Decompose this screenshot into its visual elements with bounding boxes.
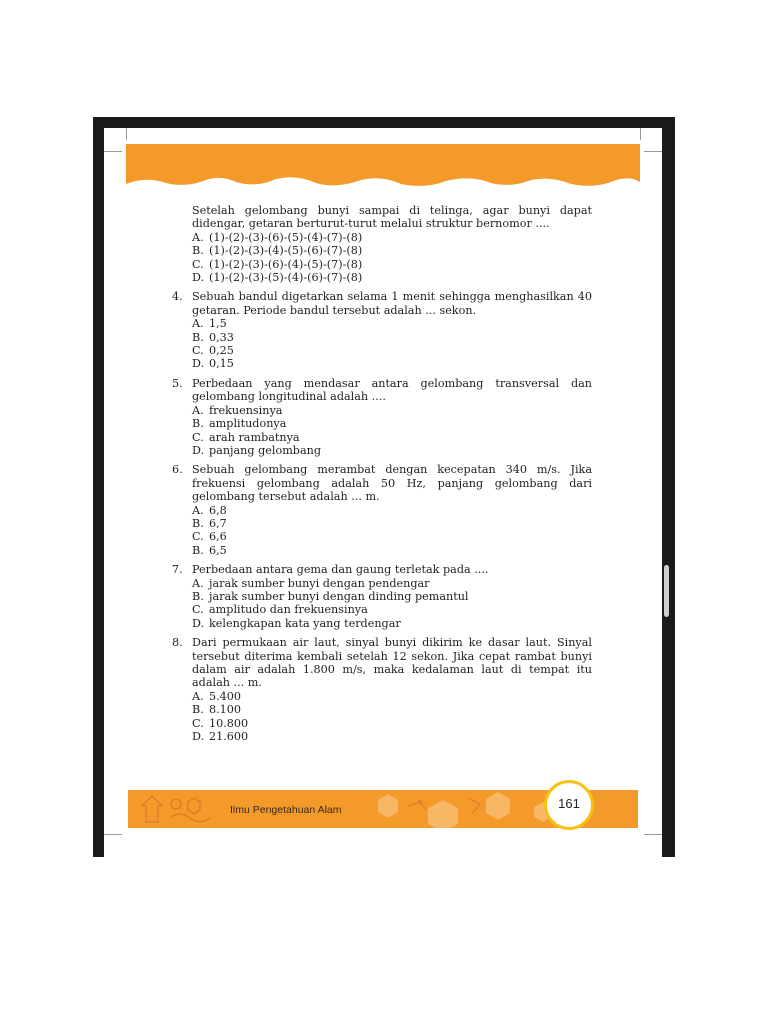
question-8 bbox=[172, 636, 592, 744]
question-number: 7. bbox=[172, 563, 183, 577]
option-letter: A. bbox=[192, 576, 204, 590]
option-letter: A. bbox=[192, 317, 204, 331]
option-letter: D. bbox=[192, 730, 205, 744]
option-letter: B. bbox=[192, 244, 204, 258]
crop-mark bbox=[104, 834, 122, 835]
option-text: (1)-(2)-(3)-(4)-(5)-(6)-(7)-(8) bbox=[209, 244, 363, 258]
scrollbar-thumb[interactable] bbox=[664, 565, 669, 617]
option-text: 0,33 bbox=[209, 330, 234, 344]
crop-mark bbox=[126, 128, 127, 140]
option-item bbox=[192, 231, 592, 244]
option-letter: C. bbox=[192, 530, 204, 544]
question-number: 6. bbox=[172, 463, 183, 477]
question-number: 5. bbox=[172, 376, 183, 390]
option-item bbox=[192, 603, 592, 616]
option-text: 8.100 bbox=[209, 703, 242, 717]
question-4 bbox=[172, 290, 592, 371]
option-text: 21.600 bbox=[209, 730, 249, 744]
option-letter: B. bbox=[192, 330, 204, 344]
option-letter: B. bbox=[192, 516, 204, 530]
science-doodle-icon bbox=[136, 792, 220, 826]
option-text: (1)-(2)-(3)-(6)-(4)-(5)-(7)-(8) bbox=[209, 257, 363, 271]
option-text: panjang gelombang bbox=[209, 443, 322, 457]
option-item bbox=[192, 344, 592, 357]
intro-line: didengar, getaran berturut-turut melalui struktur bernomor .... bbox=[192, 217, 550, 231]
question-text: Dari permukaan air laut, sinyal bunyi dikirim ke dasar laut. Sinyal tersebut diterima kembali setelah 12 sekon. Jika cepat rambat bunyi dalam air adalah 1.800 m/s, maka kedalaman laut di tempat itu adalah ... m. bbox=[192, 636, 592, 690]
option-list bbox=[192, 231, 592, 285]
option-text: (1)-(2)-(3)-(5)-(4)-(6)-(7)-(8) bbox=[209, 271, 363, 285]
option-text: 0,15 bbox=[209, 357, 234, 371]
option-text: kelengkapan kata yang terdengar bbox=[209, 616, 401, 630]
option-item bbox=[192, 271, 592, 284]
option-item bbox=[192, 431, 592, 444]
option-letter: B. bbox=[192, 417, 204, 431]
option-item bbox=[192, 331, 592, 344]
question-text: Perbedaan antara gema dan gaung terletak pada .... bbox=[192, 563, 489, 577]
option-item bbox=[192, 544, 592, 557]
option-letter: A. bbox=[192, 503, 204, 517]
option-text: 1,5 bbox=[209, 317, 227, 331]
option-item bbox=[192, 577, 592, 590]
option-text: 6,5 bbox=[209, 543, 227, 557]
option-letter: A. bbox=[192, 689, 204, 703]
option-item bbox=[192, 317, 592, 330]
option-item bbox=[192, 617, 592, 630]
option-letter: D. bbox=[192, 616, 205, 630]
question-6 bbox=[172, 463, 592, 557]
crop-mark bbox=[104, 151, 122, 152]
crop-mark bbox=[640, 128, 641, 140]
option-text: frekuensinya bbox=[209, 403, 283, 417]
question-text: Perbedaan yang mendasar antara gelombang transversal dan gelombang longitudinal adalah .... bbox=[192, 376, 592, 404]
option-item bbox=[192, 244, 592, 257]
option-text: amplitudo dan frekuensinya bbox=[209, 603, 368, 617]
option-item bbox=[192, 444, 592, 457]
option-item bbox=[192, 504, 592, 517]
option-text: (1)-(2)-(3)-(6)-(5)-(4)-(7)-(8) bbox=[209, 230, 363, 244]
option-item bbox=[192, 717, 592, 730]
question-number: 4. bbox=[172, 290, 183, 304]
option-list bbox=[192, 577, 592, 631]
option-item bbox=[192, 590, 592, 603]
question-number: 8. bbox=[172, 636, 183, 650]
page-content bbox=[172, 204, 592, 744]
question-3-continuation bbox=[192, 204, 592, 284]
option-letter: D. bbox=[192, 357, 205, 371]
option-text: jarak sumber bunyi dengan dinding pemantul bbox=[209, 589, 469, 603]
option-item bbox=[192, 530, 592, 543]
option-list bbox=[192, 317, 592, 371]
option-letter: B. bbox=[192, 703, 204, 717]
option-text: 6,6 bbox=[209, 530, 227, 544]
crop-mark bbox=[644, 834, 662, 835]
question-text: Sebuah gelombang merambat dengan kecepatan 340 m/s. Jika frekuensi gelombang adalah 50 Hz, panjang gelombang dari gelombang tersebut adalah ... m. bbox=[192, 463, 592, 504]
option-letter: D. bbox=[192, 271, 205, 285]
option-letter: B. bbox=[192, 543, 204, 557]
crop-mark bbox=[644, 151, 662, 152]
option-text: jarak sumber bunyi dengan pendengar bbox=[209, 576, 430, 590]
option-letter: C. bbox=[192, 430, 204, 444]
option-text: 0,25 bbox=[209, 344, 234, 358]
question-7 bbox=[172, 563, 592, 630]
option-letter: A. bbox=[192, 230, 204, 244]
option-item bbox=[192, 690, 592, 703]
option-text: 6,7 bbox=[209, 516, 227, 530]
option-item bbox=[192, 258, 592, 271]
option-letter: C. bbox=[192, 257, 204, 271]
option-item bbox=[192, 517, 592, 530]
question-5 bbox=[172, 376, 592, 457]
option-text: 6,8 bbox=[209, 503, 227, 517]
option-item bbox=[192, 417, 592, 430]
option-item bbox=[192, 404, 592, 417]
option-letter: B. bbox=[192, 589, 204, 603]
option-letter: D. bbox=[192, 443, 205, 457]
option-list bbox=[192, 404, 592, 458]
question-text: Sebuah bandul digetarkan selama 1 menit sehingga menghasilkan 40 getaran. Periode bandul tersebut adalah ... sekon. bbox=[192, 290, 592, 317]
option-letter: C. bbox=[192, 344, 204, 358]
option-text: arah rambatnya bbox=[209, 430, 300, 444]
option-letter: C. bbox=[192, 603, 204, 617]
intro-line: Setelah gelombang bunyi sampai di telinga, agar bunyi dapat bbox=[192, 204, 592, 217]
torn-edge-decoration bbox=[126, 174, 640, 190]
option-text: 5.400 bbox=[209, 689, 242, 703]
book-title: Ilmu Pengetahuan Alam bbox=[230, 804, 342, 816]
page-number-badge: 161 bbox=[544, 780, 594, 830]
option-item bbox=[192, 730, 592, 743]
option-item bbox=[192, 703, 592, 716]
option-letter: A. bbox=[192, 403, 204, 417]
option-list bbox=[192, 504, 592, 558]
option-item bbox=[192, 357, 592, 370]
option-list bbox=[192, 690, 592, 744]
header-band bbox=[126, 144, 640, 190]
book-page bbox=[104, 128, 662, 857]
option-letter: C. bbox=[192, 716, 204, 730]
hexagon-decoration-icon bbox=[368, 790, 568, 828]
option-text: amplitudonya bbox=[209, 417, 287, 431]
option-text: 10.800 bbox=[209, 716, 249, 730]
